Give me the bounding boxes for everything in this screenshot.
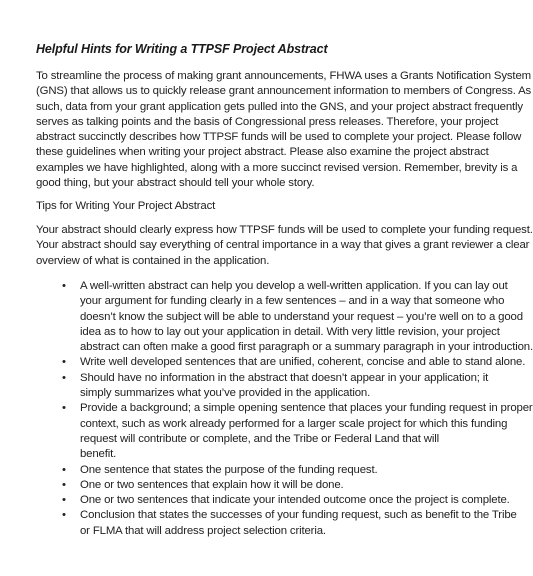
- bullet-icon: •: [62, 402, 66, 415]
- intro-line: (GNS) that allows us to quickly release grant announcement information to members of Congress. As: [36, 85, 532, 98]
- bullet-icon: •: [62, 494, 66, 507]
- bullet-icon: •: [62, 509, 66, 522]
- intro-paragraph: [36, 69, 532, 191]
- list-item: [62, 508, 517, 539]
- intro-line: such, data from your grant application gets pulled into the GNS, and your project abstract frequently: [36, 100, 523, 113]
- intro-line: these guidelines when writing your project abstract. Please also examine the project abstract: [36, 146, 489, 159]
- tips-heading: Tips for Writing Your Project Abstract: [36, 200, 216, 212]
- list-item: [62, 355, 526, 370]
- document-title: Helpful Hints for Writing a TTPSF Project Abstract: [36, 42, 328, 56]
- intro-line: To streamline the process of making grant announcements, FHWA uses a Grants Notification System: [36, 70, 531, 82]
- list-item-line: request will contribute or complete, and the Tribe or Federal Land that will: [80, 432, 439, 445]
- list-item: [62, 493, 510, 508]
- list-item-line: One sentence that states the purpose of the funding request.: [80, 463, 378, 476]
- tips-intro-paragraph: [36, 223, 533, 269]
- bullet-icon: •: [62, 356, 66, 369]
- tips-intro-line: Your abstract should say everything of central importance in a way that gives a grant reviewer a clear: [36, 239, 530, 252]
- list-item-line: Write well developed sentences that are unified, coherent, concise and able to stand alone.: [80, 356, 526, 369]
- list-item-line: One or two sentences that explain how it will be done.: [80, 478, 344, 491]
- intro-line: good thing, but your abstract should tell your whole story.: [36, 177, 315, 190]
- tips-intro-line: Your abstract should clearly express how TTPSF funds will be used to complete your funding request.: [36, 224, 533, 236]
- list-item-line: doesn’t know the subject will be able to understand your request – you’re well on to a good: [80, 310, 523, 323]
- list-item: [62, 279, 533, 355]
- bullet-icon: •: [62, 478, 66, 491]
- intro-line: abstract succinctly describes how TTPSF funds will be used to complete your project. Please follow: [36, 131, 522, 144]
- bullet-icon: •: [62, 280, 66, 292]
- intro-line: serves as talking points and the basis of Congressional press releases. Therefore, your project: [36, 115, 499, 128]
- list-item: [62, 478, 442, 493]
- tips-bullet-list: [62, 279, 533, 539]
- bullet-icon: •: [62, 371, 66, 384]
- list-item: [62, 401, 533, 462]
- list-item-line: context, such as work already performed for a larger scale project for which this funding: [80, 417, 508, 430]
- list-item-line: idea as to how to lay out your application in detail. With very little revision, your project: [80, 325, 500, 338]
- list-item-line: benefit.: [80, 448, 117, 461]
- list-item-line: or FLMA that will address project selection criteria.: [80, 524, 326, 537]
- list-item-line: A well-written abstract can help you develop a well-written application. If you can lay out: [80, 280, 508, 292]
- list-item-line: your argument for funding clearly in a few sentences – and in a way that someone who: [80, 295, 505, 308]
- list-item-line: Should have no information in the abstract that doesn’t appear in your application; it: [80, 371, 489, 384]
- list-item-line: Provide a background; a simple opening sentence that places your funding request in proper: [80, 402, 533, 415]
- list-item-line: simply summarizes what you’ve provided in the application.: [80, 387, 371, 400]
- intro-line: examples we have highlighted, along with a more succinct revised version. Remember, brevity is a: [36, 161, 518, 174]
- list-item-line: One or two sentences that indicate your intended outcome once the project is complete.: [80, 494, 510, 507]
- list-item: [62, 463, 442, 478]
- list-item: [62, 371, 489, 402]
- list-item-line: Conclusion that states the successes of your funding request, such as benefit to the Tribe: [80, 509, 517, 522]
- list-item-line: abstract can often make a good first paragraph or a summary paragraph in your introduction.: [80, 341, 533, 354]
- bullet-icon: •: [62, 463, 66, 476]
- tips-intro-line: overview of what is contained in the application.: [36, 254, 270, 267]
